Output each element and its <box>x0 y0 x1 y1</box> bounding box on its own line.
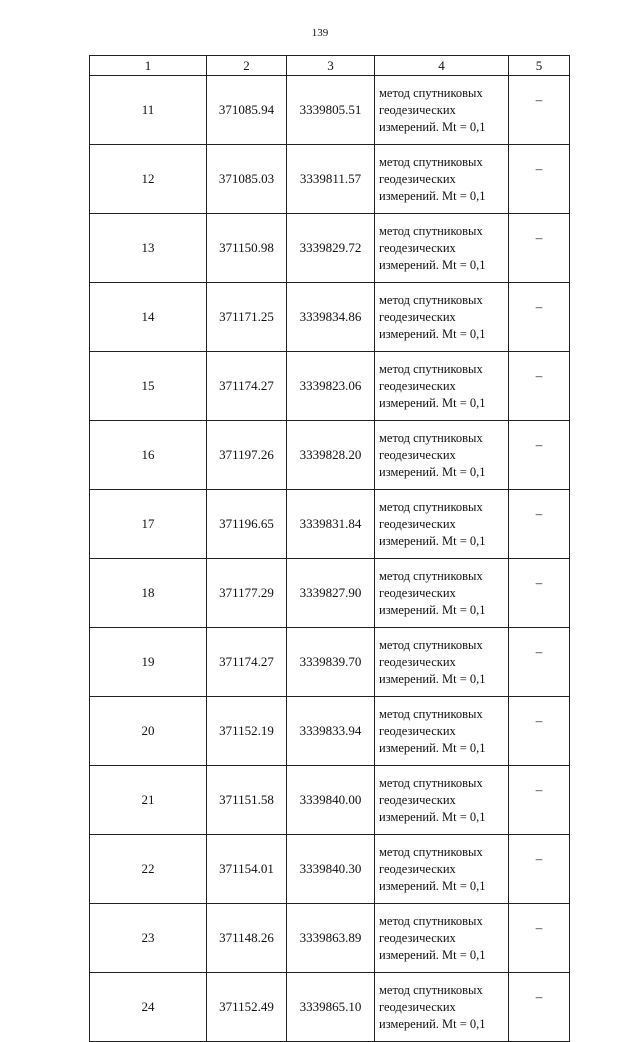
note-cell: – <box>509 628 570 697</box>
method-cell <box>375 145 509 214</box>
table-row <box>90 490 570 559</box>
note-cell: – <box>509 766 570 835</box>
method-line: измерений. Mt = 0,1 <box>379 395 486 410</box>
method-line: метод спутниковых <box>379 982 483 997</box>
x-coordinate-cell: 371152.49 <box>207 973 287 1042</box>
x-coordinate-cell: 371174.27 <box>207 628 287 697</box>
method-line: измерений. Mt = 0,1 <box>379 809 486 824</box>
method-line: геодезических <box>379 654 456 669</box>
method-cell <box>375 766 509 835</box>
table-row <box>90 559 570 628</box>
method-cell <box>375 283 509 352</box>
table-row <box>90 766 570 835</box>
y-coordinate-cell: 3339840.00 <box>287 766 375 835</box>
y-coordinate-cell: 3339833.94 <box>287 697 375 766</box>
method-line: геодезических <box>379 999 456 1014</box>
method-line: метод спутниковых <box>379 223 483 238</box>
method-line: геодезических <box>379 585 456 600</box>
method-line: геодезических <box>379 171 456 186</box>
point-number-cell: 17 <box>90 490 207 559</box>
x-coordinate-cell: 371148.26 <box>207 904 287 973</box>
x-coordinate-cell: 371196.65 <box>207 490 287 559</box>
method-line: измерений. Mt = 0,1 <box>379 257 486 272</box>
table-row <box>90 973 570 1042</box>
note-cell: – <box>509 421 570 490</box>
table-row <box>90 352 570 421</box>
method-line: измерений. Mt = 0,1 <box>379 671 486 686</box>
table-row <box>90 697 570 766</box>
method-line: измерений. Mt = 0,1 <box>379 119 486 134</box>
method-line: геодезических <box>379 861 456 876</box>
method-cell <box>375 559 509 628</box>
method-line: метод спутниковых <box>379 430 483 445</box>
method-line: метод спутниковых <box>379 913 483 928</box>
method-line: измерений. Mt = 0,1 <box>379 326 486 341</box>
table-row <box>90 283 570 352</box>
y-coordinate-cell: 3339834.86 <box>287 283 375 352</box>
table-body <box>90 76 570 1042</box>
y-coordinate-cell: 3339831.84 <box>287 490 375 559</box>
point-number-cell: 21 <box>90 766 207 835</box>
x-coordinate-cell: 371177.29 <box>207 559 287 628</box>
method-line: измерений. Mt = 0,1 <box>379 947 486 962</box>
note-cell: – <box>509 352 570 421</box>
note-cell: – <box>509 283 570 352</box>
method-line: измерений. Mt = 0,1 <box>379 740 486 755</box>
point-number-cell: 24 <box>90 973 207 1042</box>
method-cell <box>375 628 509 697</box>
method-line: геодезических <box>379 102 456 117</box>
y-coordinate-cell: 3339827.90 <box>287 559 375 628</box>
point-number-cell: 22 <box>90 835 207 904</box>
method-line: геодезических <box>379 309 456 324</box>
table-row <box>90 76 570 145</box>
method-line: метод спутниковых <box>379 844 483 859</box>
method-cell <box>375 904 509 973</box>
x-coordinate-cell: 371171.25 <box>207 283 287 352</box>
method-line: метод спутниковых <box>379 706 483 721</box>
point-number-cell: 15 <box>90 352 207 421</box>
note-cell: – <box>509 214 570 283</box>
table-row <box>90 145 570 214</box>
method-line: метод спутниковых <box>379 85 483 100</box>
table-row <box>90 421 570 490</box>
note-cell: – <box>509 559 570 628</box>
method-line: геодезических <box>379 378 456 393</box>
point-number-cell: 14 <box>90 283 207 352</box>
y-coordinate-cell: 3339839.70 <box>287 628 375 697</box>
method-cell <box>375 490 509 559</box>
y-coordinate-cell: 3339828.20 <box>287 421 375 490</box>
table-row <box>90 628 570 697</box>
y-coordinate-cell: 3339823.06 <box>287 352 375 421</box>
method-line: геодезических <box>379 723 456 738</box>
table-row <box>90 904 570 973</box>
method-line: метод спутниковых <box>379 154 483 169</box>
point-number-cell: 18 <box>90 559 207 628</box>
point-number-cell: 23 <box>90 904 207 973</box>
column-header: 4 <box>375 56 509 76</box>
page-number: 139 <box>311 27 329 39</box>
column-header: 5 <box>509 56 570 76</box>
point-number-cell: 16 <box>90 421 207 490</box>
method-line: метод спутниковых <box>379 637 483 652</box>
y-coordinate-cell: 3339805.51 <box>287 76 375 145</box>
note-cell: – <box>509 145 570 214</box>
x-coordinate-cell: 371150.98 <box>207 214 287 283</box>
point-number-cell: 20 <box>90 697 207 766</box>
method-line: геодезических <box>379 447 456 462</box>
y-coordinate-cell: 3339865.10 <box>287 973 375 1042</box>
note-cell: – <box>509 490 570 559</box>
method-cell <box>375 697 509 766</box>
table-header-row <box>90 56 570 76</box>
table-row <box>90 835 570 904</box>
method-line: измерений. Mt = 0,1 <box>379 878 486 893</box>
y-coordinate-cell: 3339840.30 <box>287 835 375 904</box>
note-cell: – <box>509 76 570 145</box>
method-line: геодезических <box>379 516 456 531</box>
point-number-cell: 11 <box>90 76 207 145</box>
point-number-cell: 12 <box>90 145 207 214</box>
table-row <box>90 214 570 283</box>
method-cell <box>375 352 509 421</box>
coordinates-table <box>89 55 570 1042</box>
note-cell: – <box>509 904 570 973</box>
method-line: измерений. Mt = 0,1 <box>379 188 486 203</box>
note-cell: – <box>509 697 570 766</box>
x-coordinate-cell: 371085.03 <box>207 145 287 214</box>
x-coordinate-cell: 371152.19 <box>207 697 287 766</box>
method-line: метод спутниковых <box>379 499 483 514</box>
x-coordinate-cell: 371151.58 <box>207 766 287 835</box>
method-line: геодезических <box>379 240 456 255</box>
method-line: измерений. Mt = 0,1 <box>379 464 486 479</box>
method-line: геодезических <box>379 930 456 945</box>
point-number-cell: 13 <box>90 214 207 283</box>
method-line: метод спутниковых <box>379 292 483 307</box>
method-cell <box>375 76 509 145</box>
column-header: 3 <box>287 56 375 76</box>
method-line: измерений. Mt = 0,1 <box>379 533 486 548</box>
method-line: метод спутниковых <box>379 361 483 376</box>
method-cell <box>375 421 509 490</box>
method-cell <box>375 835 509 904</box>
method-line: метод спутниковых <box>379 775 483 790</box>
y-coordinate-cell: 3339811.57 <box>287 145 375 214</box>
method-cell <box>375 973 509 1042</box>
note-cell: – <box>509 835 570 904</box>
x-coordinate-cell: 371174.27 <box>207 352 287 421</box>
column-header: 2 <box>207 56 287 76</box>
column-header: 1 <box>90 56 207 76</box>
x-coordinate-cell: 371154.01 <box>207 835 287 904</box>
method-line: метод спутниковых <box>379 568 483 583</box>
note-cell: – <box>509 973 570 1042</box>
method-line: измерений. Mt = 0,1 <box>379 602 486 617</box>
y-coordinate-cell: 3339829.72 <box>287 214 375 283</box>
x-coordinate-cell: 371197.26 <box>207 421 287 490</box>
method-line: геодезических <box>379 792 456 807</box>
method-cell <box>375 214 509 283</box>
point-number-cell: 19 <box>90 628 207 697</box>
y-coordinate-cell: 3339863.89 <box>287 904 375 973</box>
method-line: измерений. Mt = 0,1 <box>379 1016 486 1031</box>
x-coordinate-cell: 371085.94 <box>207 76 287 145</box>
